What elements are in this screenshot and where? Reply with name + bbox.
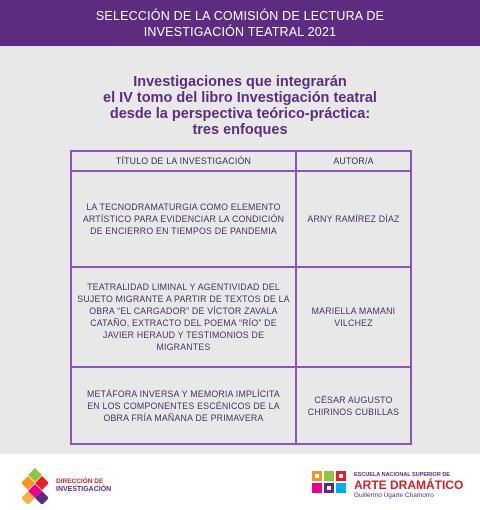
- ensad-label-1: ESCUELA NACIONAL SUPERIOR DE: [354, 472, 450, 478]
- header-line-1: SELECCIÓN DE LA COMISIÓN DE LECTURA DE: [95, 9, 385, 23]
- title-line-2: el IV tomo del libro Investigación teatral: [103, 90, 377, 106]
- ensad-logo: [312, 466, 463, 506]
- research-title-line: ARTÍSTICO PARA EVIDENCIAR LA CONDICIÓN: [82, 214, 285, 224]
- research-title-line: LA TECNODRAMATURGIA COMO ELEMENTO: [86, 202, 281, 212]
- author-cell: [296, 171, 411, 267]
- investigacion-label: INVESTIGACIÓN: [56, 486, 112, 493]
- research-title-line: METÁFORA INVERSA Y MEMORIA IMPLÍCITA: [87, 388, 280, 399]
- direccion-label: DIRECCIÓN DE: [56, 478, 104, 485]
- direccion-logo-icon: [22, 468, 48, 504]
- title-line-4: tres enfoques: [192, 122, 288, 138]
- author-cell: [296, 267, 411, 367]
- ensad-label-2: ARTE DRAMÁTICO: [354, 478, 464, 492]
- page-header: [0, 0, 480, 46]
- table-header-row: [71, 151, 411, 171]
- research-title-cell: [71, 367, 296, 444]
- research-title-line: TEATRALIDAD LIMINAL Y AGENTIVIDAD DEL: [87, 282, 280, 292]
- column-header-title: TÍTULO DE LA INVESTIGACIÓN: [71, 151, 296, 171]
- ensad-logo-icon: [312, 471, 348, 501]
- author-line: VILCHEZ: [334, 318, 373, 328]
- research-table: [70, 150, 412, 445]
- research-title-line: EN LOS COMPONENTES ESCÉNICOS DE LA: [87, 400, 280, 411]
- research-title-line: OBRA “EL CARGADOR” DE VÍCTOR ZAVALA: [89, 306, 278, 316]
- research-title-line: DE ENCIERRO EN TIEMPOS DE PANDEMIA: [90, 226, 277, 236]
- author-line: MARIELLA MAMANI: [311, 306, 396, 316]
- ensad-label-3: Guillermo Ugarte Chamorro: [354, 492, 434, 499]
- research-title-line: MIGRANTES: [156, 342, 211, 352]
- table-row: [71, 267, 411, 367]
- research-title-line: CATAÑO, EXTRACTO DEL POEMA “RÍO” DE: [90, 318, 277, 328]
- title-line-3: desde la perspectiva teórico-práctica:: [109, 106, 371, 122]
- author-cell: [296, 367, 411, 444]
- research-title-line: SUJETO MIGRANTE A PARTIR DE TEXTOS DE LA: [77, 294, 290, 304]
- page-title: [0, 74, 480, 138]
- header-line-2: INVESTIGACIÓN TEATRAL 2021: [143, 25, 337, 39]
- table-row: [71, 171, 411, 267]
- research-title-cell: [71, 267, 296, 367]
- author-line: CÉSAR AUGUSTO: [314, 394, 393, 405]
- author-line: CHIRINOS CUBILLAS: [307, 406, 400, 417]
- column-header-author: AUTOR/A: [296, 151, 411, 171]
- research-title-cell: [71, 171, 296, 267]
- author-line: ARNY RAMÍREZ DÍAZ: [307, 214, 400, 224]
- research-title-line: OBRA FRÍA MAÑANA DE PRIMAVERA: [103, 412, 264, 423]
- table-row: [71, 367, 411, 444]
- research-title-line: JAVIER HERAUD Y TESTIMONIOS DE: [102, 330, 265, 340]
- direccion-investigacion-logo: [22, 466, 111, 506]
- title-line-1: Investigaciones que integrarán: [133, 74, 347, 90]
